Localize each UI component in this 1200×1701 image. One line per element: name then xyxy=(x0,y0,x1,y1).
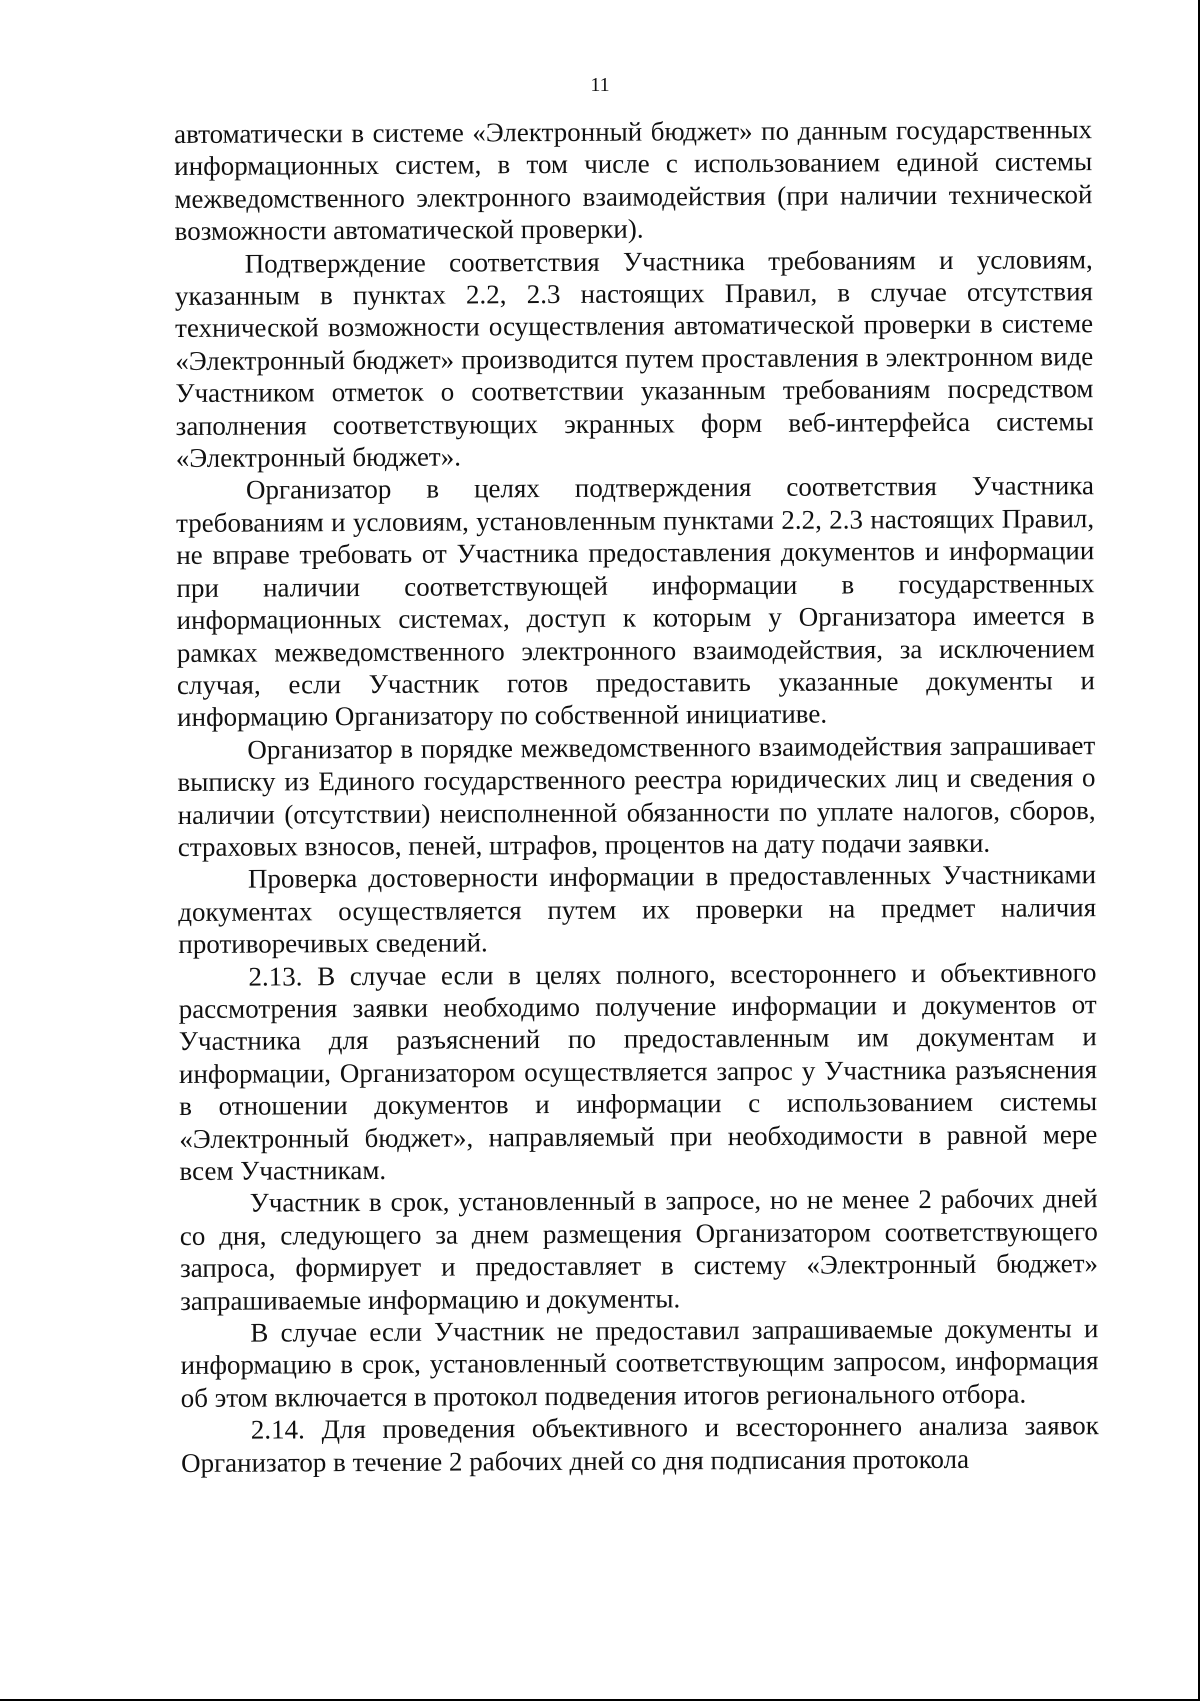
paragraph-confirmation: Подтверждение соответствия Участника требованиям и условиям, указанным в пунктах 2.2, 2.3 настоящих Правил, в случае отсутствия технической возможности осуществления автоматической проверки в системе «Электронный бюджет» производится путем проставления в электронном виде Участником отметок о соответствии указанным требованиям посредством заполнения соответствующих экранных форм веб-интерфейса системы «Электронный бюджет». xyxy=(174,243,1094,474)
page-number: 11 xyxy=(590,74,610,96)
paragraph-organizer-restriction: Организатор в целях подтверждения соответствия Участника требованиям и условиям, установленным пунктами 2.2, 2.3 настоящих Правил, не вправе требовать от Участника предоставления документов и информации при наличии соответствующей информации в государственных информационных системах, доступ к которым у Организатора имеется в рамках межведомственного электронного взаимодействия, за исключением случая, если Участник готов предоставить указанные документы и информацию Организатору по собственной инициативе. xyxy=(176,470,1096,733)
paragraph-interagency-request: Организатор в порядке межведомственного взаимодействия запрашивает выписку из Единого государственного реестра юридических лиц и сведения о наличии (отсутствии) неисполненной обязанности по уплате налогов, сборов, страховых взносов, пеней, штрафов, процентов на дату подачи заявки. xyxy=(177,729,1096,862)
paragraph-continuation: автоматически в системе «Электронный бюджет» по данным государственных информационных систем, в том числе с использованием единой системы межведомственного электронного взаимодействия (при наличии технической возможности автоматической проверки). xyxy=(174,114,1093,247)
paragraph-participant-deadline: Участник в срок, установленный в запросе, но не менее 2 рабочих дней со дня, следующего за днем размещения Организатором соответствующего запроса, формирует и предоставляет в систему «Электронный бюджет» запрашиваемые информацию и документы. xyxy=(179,1183,1099,1316)
paragraph-2-14: 2.14. Для проведения объективного и всестороннего анализа заявок Организатор в течение 2 рабочих дней со дня подписания протокола xyxy=(180,1410,1099,1478)
document-body xyxy=(174,113,1099,1479)
paragraph-2-13: 2.13. В случае если в целях полного, всестороннего и объективного рассмотрения заявки необходимо получение информации и документов от Участника для разъяснений по предоставленным им документам и информации, Организатором осуществляется запрос у Участника разъяснения в отношении документов и информации с использованием системы «Электронный бюджет», направляемый при необходимости в равной мере всем Участникам. xyxy=(178,956,1098,1186)
paragraph-not-provided: В случае если Участник не предоставил запрашиваемые документы и информацию в срок, установленный соответствующим запросом, информация об этом включается в протокол подведения итогов регионального отбора. xyxy=(180,1313,1099,1413)
paragraph-verification: Проверка достоверности информации в предоставленных Участниками документах осуществляется путем их проверки на предмет наличия противоречивых сведений. xyxy=(178,859,1097,960)
